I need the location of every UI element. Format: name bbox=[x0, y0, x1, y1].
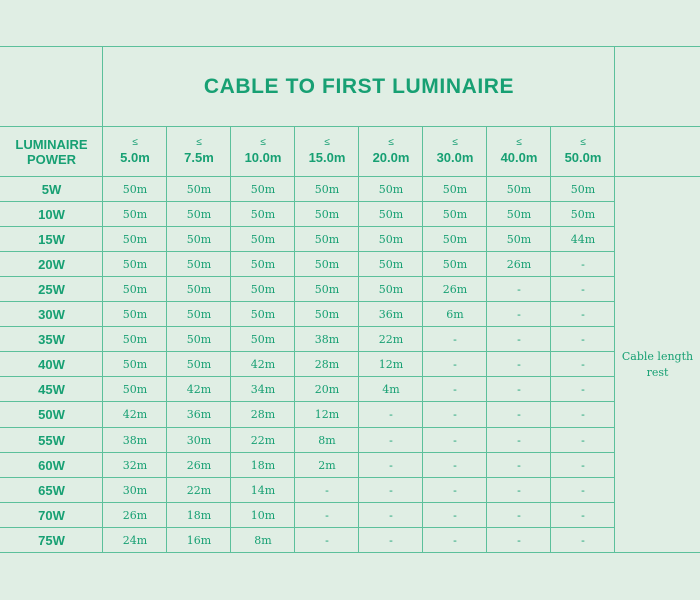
cable-length-cell: 42m bbox=[186, 383, 212, 396]
cable-length-cell: - bbox=[325, 509, 329, 522]
cable-length-cell: 50m bbox=[442, 183, 468, 196]
cable-length-cell: - bbox=[581, 308, 585, 321]
cable-length-cell: 50m bbox=[378, 183, 404, 196]
luminaire-power: 25W bbox=[38, 282, 65, 297]
cable-length-cell: - bbox=[325, 534, 329, 547]
distance-value: 7.5m bbox=[184, 150, 214, 165]
cable-length-cell: - bbox=[389, 408, 393, 421]
power-column-header bbox=[0, 126, 103, 177]
column-divider bbox=[550, 126, 551, 553]
distance-value: 15.0m bbox=[308, 150, 346, 165]
cable-length-cell: 50m bbox=[506, 208, 532, 221]
cable-length-cell: 50m bbox=[314, 208, 340, 221]
luminaire-power: 15W bbox=[38, 232, 65, 247]
column-divider bbox=[166, 126, 167, 553]
cable-length-cell: 8m bbox=[318, 434, 336, 447]
cable-length-cell: 50m bbox=[186, 233, 212, 246]
row-divider bbox=[0, 251, 615, 252]
distance-value: 50.0m bbox=[564, 150, 602, 165]
cable-length-rest-label: Cable length rest bbox=[621, 350, 694, 379]
cable-length-cell: - bbox=[581, 534, 585, 547]
less-equal-symbol: ≤ bbox=[196, 137, 202, 148]
cable-length-cell: 22m bbox=[250, 434, 276, 447]
cable-length-cell: 44m bbox=[570, 233, 596, 246]
cable-length-cell: 42m bbox=[122, 408, 148, 421]
cable-length-cell: 50m bbox=[186, 333, 212, 346]
luminaire-power: 20W bbox=[38, 257, 65, 272]
column-divider bbox=[102, 46, 103, 553]
cable-length-cell: 50m bbox=[186, 358, 212, 371]
luminaire-power: 60W bbox=[38, 458, 65, 473]
less-equal-symbol: ≤ bbox=[324, 137, 330, 148]
luminaire-power: 55W bbox=[38, 433, 65, 448]
cable-length-cell: 50m bbox=[314, 258, 340, 271]
cable-length-cell: 8m bbox=[254, 534, 272, 547]
cable-length-cell: 50m bbox=[122, 358, 148, 371]
row-divider bbox=[0, 477, 615, 478]
cable-length-cell: 50m bbox=[250, 183, 276, 196]
cable-length-cell: 38m bbox=[314, 333, 340, 346]
row-divider bbox=[0, 126, 700, 127]
column-divider bbox=[486, 126, 487, 553]
cable-length-cell: 50m bbox=[570, 208, 596, 221]
cable-length-cell: 50m bbox=[442, 258, 468, 271]
distance-header bbox=[295, 126, 359, 177]
cable-length-cell: - bbox=[389, 484, 393, 497]
cable-length-cell: - bbox=[389, 509, 393, 522]
less-equal-symbol: ≤ bbox=[452, 137, 458, 148]
cable-length-cell: - bbox=[581, 484, 585, 497]
cable-length-cell: - bbox=[453, 534, 457, 547]
cable-length-cell: 50m bbox=[314, 283, 340, 296]
cable-length-cell: 30m bbox=[186, 434, 212, 447]
column-divider bbox=[614, 46, 615, 553]
luminaire-power: 30W bbox=[38, 307, 65, 322]
cable-length-cell: 50m bbox=[570, 183, 596, 196]
row-divider bbox=[0, 176, 700, 177]
cable-length-cell: 50m bbox=[186, 183, 212, 196]
cable-length-cell: 42m bbox=[250, 358, 276, 371]
cable-length-cell: - bbox=[325, 484, 329, 497]
row-divider bbox=[0, 502, 615, 503]
cable-length-cell: 50m bbox=[250, 208, 276, 221]
cable-length-cell: 18m bbox=[250, 459, 276, 472]
cable-length-cell: 2m bbox=[318, 459, 336, 472]
column-divider bbox=[422, 126, 423, 553]
less-equal-symbol: ≤ bbox=[132, 137, 138, 148]
cable-length-cell: 50m bbox=[122, 233, 148, 246]
cable-length-cell: 24m bbox=[122, 534, 148, 547]
column-divider bbox=[230, 126, 231, 553]
cable-length-cell: - bbox=[581, 333, 585, 346]
cable-length-cell: 14m bbox=[250, 484, 276, 497]
distance-header bbox=[423, 126, 487, 177]
distance-value: 30.0m bbox=[436, 150, 474, 165]
cable-length-cell: 50m bbox=[314, 233, 340, 246]
row-divider bbox=[0, 226, 615, 227]
cable-length-cell: - bbox=[581, 358, 585, 371]
cable-length-cell: - bbox=[517, 459, 521, 472]
cable-length-cell: 50m bbox=[122, 333, 148, 346]
cable-length-cell: 50m bbox=[122, 283, 148, 296]
distance-header bbox=[103, 126, 167, 177]
distance-value: 40.0m bbox=[500, 150, 538, 165]
cable-length-cell: 18m bbox=[186, 509, 212, 522]
row-divider bbox=[0, 276, 615, 277]
cable-length-cell: - bbox=[581, 408, 585, 421]
row-divider bbox=[0, 376, 615, 377]
cable-length-cell: - bbox=[453, 484, 457, 497]
cable-length-cell: 26m bbox=[186, 459, 212, 472]
table-title: CABLE TO FIRST LUMINAIRE bbox=[203, 74, 515, 98]
luminaire-power: 35W bbox=[38, 332, 65, 347]
row-divider bbox=[0, 427, 615, 428]
cable-length-cell: 50m bbox=[186, 208, 212, 221]
cable-length-cell: 50m bbox=[122, 258, 148, 271]
cable-length-cell: - bbox=[389, 459, 393, 472]
distance-value: 20.0m bbox=[372, 150, 410, 165]
cable-length-cell: 50m bbox=[122, 308, 148, 321]
distance-value: 10.0m bbox=[244, 150, 282, 165]
cable-length-cell: - bbox=[389, 434, 393, 447]
less-equal-symbol: ≤ bbox=[388, 137, 394, 148]
cable-length-cell: - bbox=[453, 434, 457, 447]
distance-header bbox=[487, 126, 551, 177]
distance-header bbox=[231, 126, 295, 177]
cable-length-cell: - bbox=[453, 408, 457, 421]
power-header-line-2: POWER bbox=[26, 151, 77, 167]
cable-length-cell: 22m bbox=[378, 333, 404, 346]
luminaire-power: 45W bbox=[38, 382, 65, 397]
cable-length-cell: 26m bbox=[442, 283, 468, 296]
cable-length-cell: 50m bbox=[506, 183, 532, 196]
cable-length-cell: 50m bbox=[314, 308, 340, 321]
row-divider bbox=[0, 326, 615, 327]
cable-length-cell: 6m bbox=[446, 308, 464, 321]
cable-length-cell: 50m bbox=[442, 208, 468, 221]
cable-length-cell: - bbox=[581, 509, 585, 522]
row-divider bbox=[0, 401, 615, 402]
cable-length-cell: - bbox=[517, 283, 521, 296]
cable-length-cell: 36m bbox=[378, 308, 404, 321]
cable-length-cell: 36m bbox=[186, 408, 212, 421]
cable-length-cell: 12m bbox=[378, 358, 404, 371]
cable-length-cell: - bbox=[581, 283, 585, 296]
distance-header bbox=[167, 126, 231, 177]
cable-length-cell: 50m bbox=[378, 233, 404, 246]
cable-length-cell: - bbox=[517, 484, 521, 497]
less-equal-symbol: ≤ bbox=[516, 137, 522, 148]
cable-length-cell: 50m bbox=[250, 283, 276, 296]
cable-length-cell: - bbox=[517, 383, 521, 396]
luminaire-power: 10W bbox=[38, 207, 65, 222]
distance-header bbox=[359, 126, 423, 177]
cable-length-cell: - bbox=[517, 434, 521, 447]
cable-length-cell: 50m bbox=[378, 208, 404, 221]
cable-length-cell: 28m bbox=[250, 408, 276, 421]
luminaire-power: 75W bbox=[38, 533, 65, 548]
luminaire-power: 40W bbox=[38, 357, 65, 372]
distance-header bbox=[551, 126, 615, 177]
row-divider bbox=[0, 552, 700, 553]
row-divider bbox=[0, 201, 615, 202]
cable-length-cell: 50m bbox=[378, 283, 404, 296]
cable-length-cell: 32m bbox=[122, 459, 148, 472]
cable-length-cell: - bbox=[581, 258, 585, 271]
cable-length-cell: 26m bbox=[122, 509, 148, 522]
cable-length-cell: 34m bbox=[250, 383, 276, 396]
power-header-line-1: LUMINAIRE bbox=[15, 136, 88, 152]
distance-value: 5.0m bbox=[120, 150, 150, 165]
cable-length-cell: 50m bbox=[250, 258, 276, 271]
cable-length-cell: 50m bbox=[378, 258, 404, 271]
cable-length-cell: 50m bbox=[506, 233, 532, 246]
cable-length-cell: - bbox=[581, 434, 585, 447]
cable-length-cell: 50m bbox=[250, 333, 276, 346]
luminaire-power: 5W bbox=[41, 182, 62, 197]
cable-length-cell: - bbox=[389, 534, 393, 547]
cable-length-cell: 50m bbox=[186, 283, 212, 296]
cable-length-cell: - bbox=[517, 408, 521, 421]
luminaire-power: 65W bbox=[38, 483, 65, 498]
cable-length-cell: - bbox=[453, 459, 457, 472]
cable-length-cell: 22m bbox=[186, 484, 212, 497]
cable-length-cell: - bbox=[453, 383, 457, 396]
cable-length-cell: 50m bbox=[122, 183, 148, 196]
row-divider bbox=[0, 351, 615, 352]
row-divider bbox=[0, 452, 615, 453]
cable-length-cell: 10m bbox=[250, 509, 276, 522]
cable-length-cell: 50m bbox=[122, 208, 148, 221]
cable-length-cell: 50m bbox=[314, 183, 340, 196]
row-divider bbox=[0, 527, 615, 528]
row-divider bbox=[0, 46, 700, 47]
cable-length-cell: 28m bbox=[314, 358, 340, 371]
cable-length-cell: 38m bbox=[122, 434, 148, 447]
column-divider bbox=[294, 126, 295, 553]
cable-length-cell: 50m bbox=[250, 233, 276, 246]
cable-length-cell: - bbox=[453, 333, 457, 346]
cable-length-cell: 26m bbox=[506, 258, 532, 271]
cable-length-cell: 50m bbox=[186, 258, 212, 271]
cable-length-cell: - bbox=[581, 459, 585, 472]
less-equal-symbol: ≤ bbox=[580, 137, 586, 148]
cable-length-cell: - bbox=[517, 308, 521, 321]
cable-length-cell: 50m bbox=[442, 233, 468, 246]
cable-length-cell: 50m bbox=[186, 308, 212, 321]
cable-length-cell: - bbox=[517, 333, 521, 346]
cable-length-cell: - bbox=[453, 509, 457, 522]
row-divider bbox=[0, 301, 615, 302]
cable-length-cell: 4m bbox=[382, 383, 400, 396]
less-equal-symbol: ≤ bbox=[260, 137, 266, 148]
cable-length-cell: 30m bbox=[122, 484, 148, 497]
luminaire-power: 50W bbox=[38, 407, 65, 422]
cable-length-cell: 12m bbox=[314, 408, 340, 421]
cable-length-cell: - bbox=[581, 383, 585, 396]
cable-length-cell: 16m bbox=[186, 534, 212, 547]
luminaire-power: 70W bbox=[38, 508, 65, 523]
cable-length-cell: - bbox=[517, 509, 521, 522]
cable-length-cell: 20m bbox=[314, 383, 340, 396]
cable-length-cell: 50m bbox=[122, 383, 148, 396]
cable-length-cell: 50m bbox=[250, 308, 276, 321]
cable-length-cell: - bbox=[517, 534, 521, 547]
column-divider bbox=[358, 126, 359, 553]
cable-length-cell: - bbox=[517, 358, 521, 371]
cable-length-cell: - bbox=[453, 358, 457, 371]
